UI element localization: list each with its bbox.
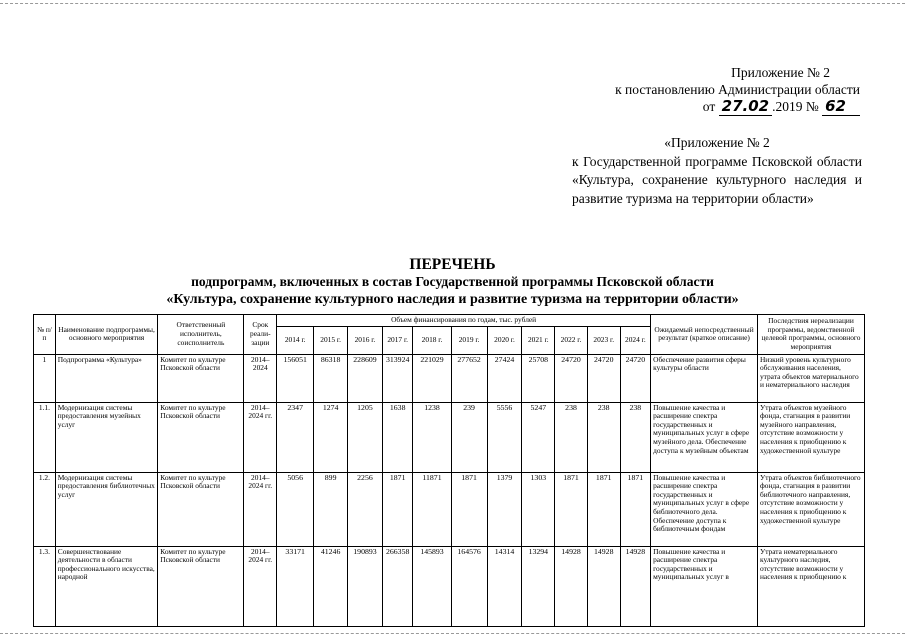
- scan-edge-bottom: [0, 633, 905, 634]
- doc-title: ПЕРЕЧЕНЬ: [409, 256, 496, 273]
- row-num: 1.2.: [34, 472, 56, 546]
- header-finance: Объем финансирования по годам, тыс. рублей: [277, 315, 651, 327]
- year-header: 2015 г.: [314, 326, 348, 354]
- row-executor: Комитет по культуре Псковской области: [158, 402, 244, 472]
- appendix-resolution: к постановлению Администрации области: [615, 82, 860, 97]
- row-value: 5556: [487, 402, 522, 472]
- row-value: 145893: [413, 546, 451, 626]
- row-consequence: Утрата нематериального культурного наследия, отсутствие возможности у населения к приобщению к: [757, 546, 864, 626]
- header-term: Срок реали-зации: [244, 315, 277, 355]
- header-num: № п/п: [34, 315, 56, 355]
- row-value: 25708: [522, 354, 555, 402]
- handwritten-date: 27.02: [719, 97, 772, 116]
- row-value: 266358: [382, 546, 413, 626]
- row-term: 2014–2024 гг.: [244, 546, 277, 626]
- row-value: 86318: [314, 354, 348, 402]
- doc-subtitle: подпрограмм, включенных в состав Государственной программы Псковской области: [191, 274, 714, 289]
- table-row: [34, 546, 865, 626]
- row-consequence: Низкий уровень культурного обслуживания населения, утрата объектов материального и нематериального наследия: [757, 354, 864, 402]
- row-value: 11871: [413, 472, 451, 546]
- row-name: Модернизация системы предоставления библиотечных услуг: [55, 472, 158, 546]
- row-value: 1638: [382, 402, 413, 472]
- table-row: [34, 354, 865, 402]
- row-value: 1871: [620, 472, 651, 546]
- header-name: Наименование подпрограммы, основного мероприятия: [55, 315, 158, 355]
- row-value: 2347: [277, 402, 314, 472]
- row-value: 14928: [587, 546, 620, 626]
- year-header: 2018 г.: [413, 326, 451, 354]
- row-value: 13294: [522, 546, 555, 626]
- appendix-date-line: [575, 98, 860, 115]
- handwritten-number: 62: [822, 97, 860, 116]
- row-value: 313924: [382, 354, 413, 402]
- row-value: 1871: [382, 472, 413, 546]
- row-value: 190893: [348, 546, 383, 626]
- year-header: 2024 г.: [620, 326, 651, 354]
- row-num: 1.1.: [34, 402, 56, 472]
- row-value: 14314: [487, 546, 522, 626]
- scan-edge-top: [0, 3, 905, 4]
- doc-program-name: «Культура, сохранение культурного наследия и развитие туризма на территории области»: [166, 292, 739, 307]
- row-value: 1238: [413, 402, 451, 472]
- row-consequence: Утрата объектов музейного фонда, стагнация в развитии музейного направления, отсутствие возможности у населения к приобщению к художественной культуре: [757, 402, 864, 472]
- row-consequence: Утрата объектов библиотечного фонда, стагнация в развитии библиотечного направления, отсутствие возможности у населения к приобщению к художественной культуре: [757, 472, 864, 546]
- year-header: 2014 г.: [277, 326, 314, 354]
- row-value: 14928: [620, 546, 651, 626]
- row-num: 1.3.: [34, 546, 56, 626]
- row-term: 2014–2024: [244, 354, 277, 402]
- row-value: 2256: [348, 472, 383, 546]
- date-year: .2019 №: [772, 99, 819, 114]
- appendix-number: Приложение № 2: [731, 65, 830, 80]
- row-value: 164576: [451, 546, 487, 626]
- year-header: 2021 г.: [522, 326, 555, 354]
- year-header: 2019 г.: [451, 326, 487, 354]
- row-value: 899: [314, 472, 348, 546]
- year-header: 2023 г.: [587, 326, 620, 354]
- row-result: Повышение качества и расширение спектра государственных и муниципальных услуг в сфере библиотечного дела. Обеспечение доступа к библиотечным фондам: [651, 472, 758, 546]
- row-value: 1871: [555, 472, 588, 546]
- program-appendix-text: к Государственной программе Псковской области «Культура, сохранение культурного наследия и развитие туризма на территории области»: [572, 153, 862, 206]
- program-appendix-number: «Приложение № 2: [664, 135, 770, 150]
- row-value: 228609: [348, 354, 383, 402]
- row-name: Совершенствование деятельности в области профессионального искусства, народной: [55, 546, 158, 626]
- row-value: 27424: [487, 354, 522, 402]
- row-executor: Комитет по культуре Псковской области: [158, 354, 244, 402]
- row-executor: Комитет по культуре Псковской области: [158, 546, 244, 626]
- row-value: 5056: [277, 472, 314, 546]
- row-value: 24720: [555, 354, 588, 402]
- row-value: 1379: [487, 472, 522, 546]
- row-term: 2014–2024 гг.: [244, 402, 277, 472]
- row-value: 24720: [587, 354, 620, 402]
- year-header: 2022 г.: [555, 326, 588, 354]
- row-value: 1274: [314, 402, 348, 472]
- subprograms-table: [33, 314, 865, 627]
- row-value: 156051: [277, 354, 314, 402]
- program-appendix: [572, 134, 862, 208]
- row-executor: Комитет по культуре Псковской области: [158, 472, 244, 546]
- row-value: 239: [451, 402, 487, 472]
- row-value: 33171: [277, 546, 314, 626]
- table-row: [34, 472, 865, 546]
- row-value: 5247: [522, 402, 555, 472]
- header-consequence: Последствия нереализации программы, ведомственной целевой программы, основного мероприятия: [757, 315, 864, 355]
- year-header: 2017 г.: [382, 326, 413, 354]
- row-value: 277652: [451, 354, 487, 402]
- row-value: 24720: [620, 354, 651, 402]
- appendix-header: [575, 64, 860, 115]
- row-num: 1: [34, 354, 56, 402]
- row-name: Подпрограмма «Культура»: [55, 354, 158, 402]
- row-value: 238: [555, 402, 588, 472]
- row-result: Обеспечение развития сферы культуры области: [651, 354, 758, 402]
- row-value: 1871: [587, 472, 620, 546]
- row-value: 14928: [555, 546, 588, 626]
- row-value: 238: [587, 402, 620, 472]
- row-value: 41246: [314, 546, 348, 626]
- row-value: 1871: [451, 472, 487, 546]
- year-header: 2020 г.: [487, 326, 522, 354]
- row-value: 1303: [522, 472, 555, 546]
- row-result: Повышение качества и расширение спектра государственных и муниципальных услуг в: [651, 546, 758, 626]
- header-executor: Ответственный исполнитель, соисполнитель: [158, 315, 244, 355]
- row-term: 2014–2024 гг.: [244, 472, 277, 546]
- row-result: Повышение качества и расширение спектра государственных и муниципальных услуг в сфере музейного дела. Обеспечение доступа к музейным объектам: [651, 402, 758, 472]
- table-row: [34, 402, 865, 472]
- year-header: 2016 г.: [348, 326, 383, 354]
- header-result: Ожидаемый непосредственный результат (краткое описание): [651, 315, 758, 355]
- row-value: 221029: [413, 354, 451, 402]
- date-prefix: от: [702, 99, 716, 114]
- row-value: 238: [620, 402, 651, 472]
- row-name: Модернизация системы предоставления музейных услуг: [55, 402, 158, 472]
- row-value: 1205: [348, 402, 383, 472]
